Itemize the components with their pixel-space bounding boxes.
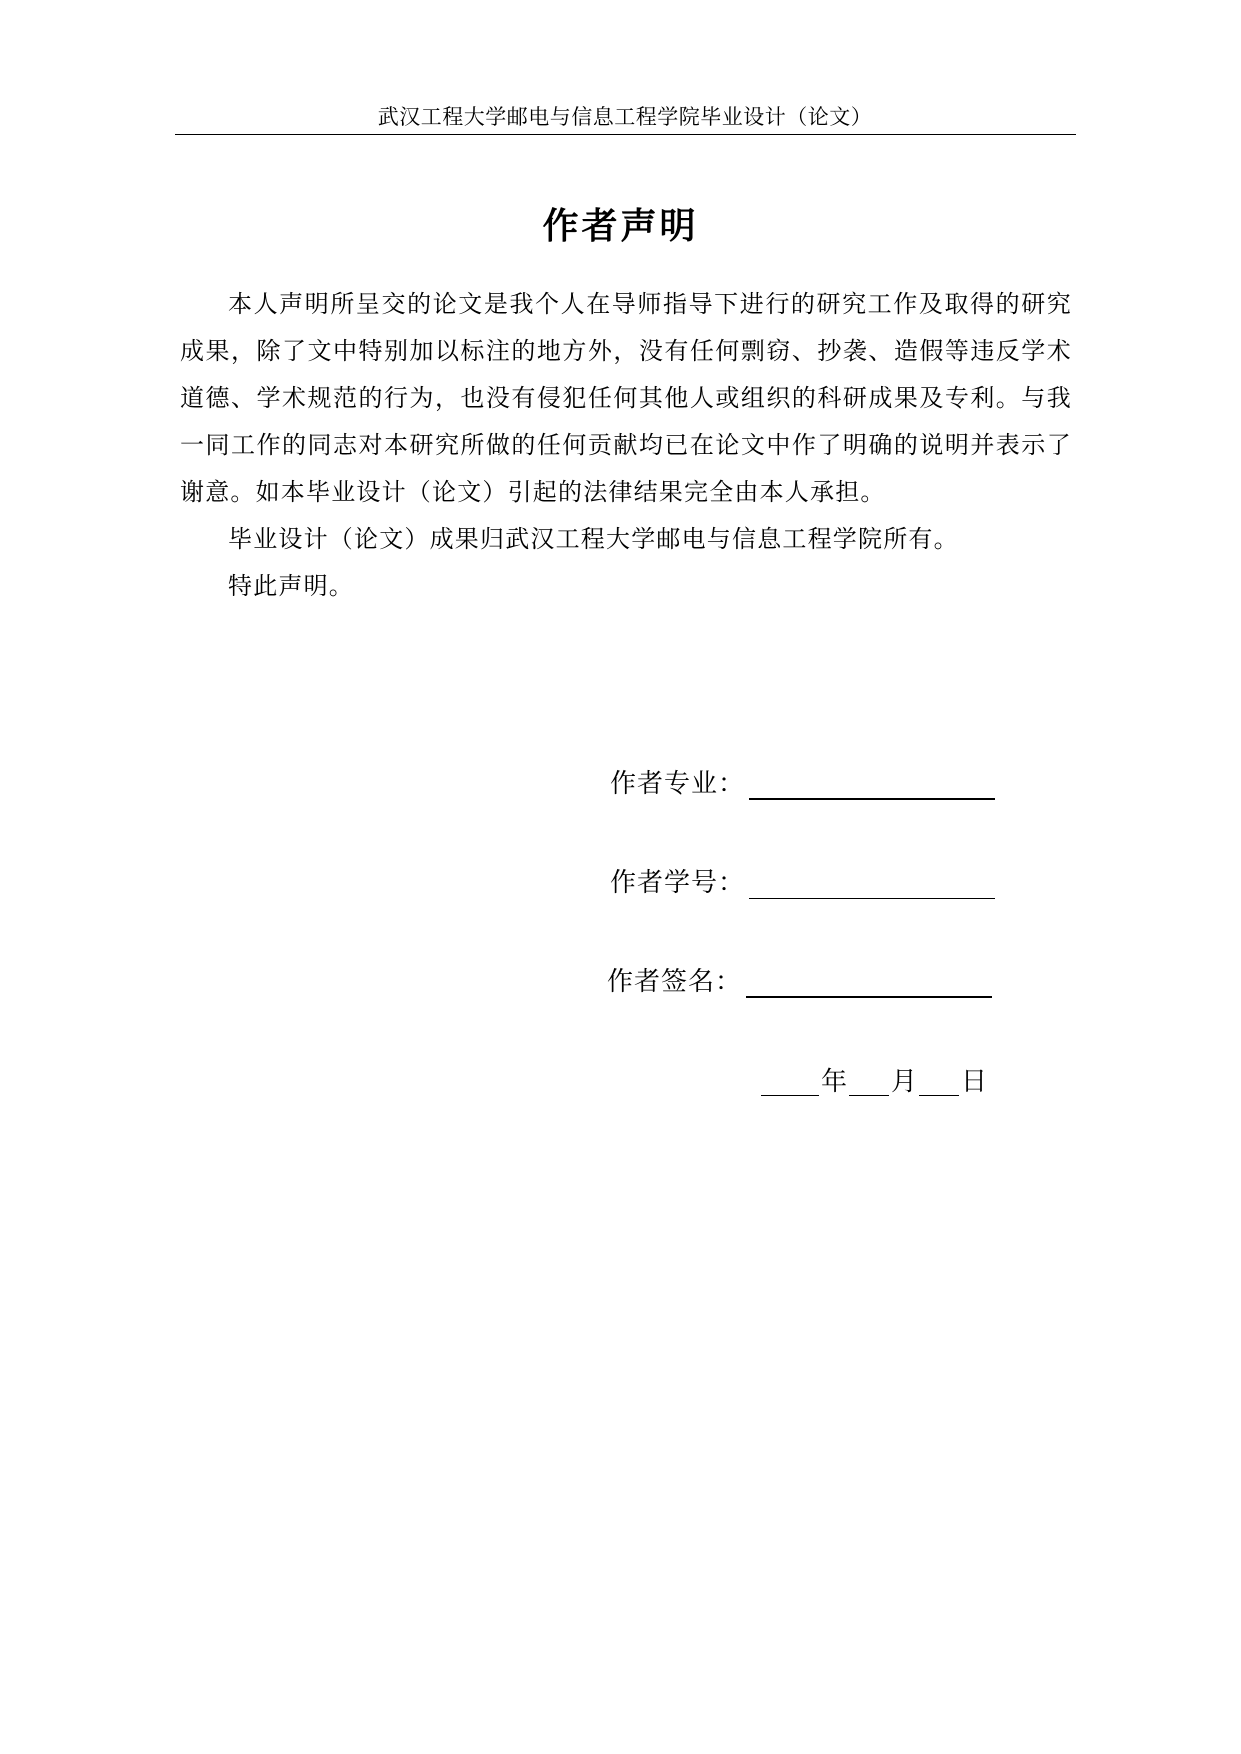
month-blank[interactable] bbox=[849, 1085, 889, 1096]
major-blank[interactable] bbox=[749, 788, 995, 800]
running-header: 武汉工程大学邮电与信息工程学院毕业设计（论文） bbox=[377, 105, 873, 129]
closing-paragraph: 特此声明。 bbox=[228, 572, 354, 600]
year-label: 年 bbox=[821, 1067, 848, 1097]
student-id-label: 作者学号： bbox=[610, 868, 746, 898]
year-blank[interactable] bbox=[761, 1085, 819, 1096]
signature-label: 作者签名： bbox=[607, 967, 743, 997]
major-field bbox=[610, 764, 995, 804]
ownership-paragraph: 毕业设计（论文）成果归武汉工程大学邮电与信息工程学院所有。 bbox=[228, 525, 959, 553]
date-field bbox=[761, 1062, 989, 1102]
student-id-field bbox=[610, 863, 995, 903]
student-id-blank[interactable] bbox=[749, 888, 995, 899]
page-title: 作者声明 bbox=[542, 206, 699, 247]
declaration-paragraph: 本人声明所呈交的论文是我个人在导师指导下进行的研究工作及取得的研究成果，除了文中特别加以标注的地方外，没有任何剽窃、抄袭、造假等违反学术道德、学术规范的行为，也没有侵犯任何其他人或组织的科研成果及专利。与我一同工作的同志对本研究所做的任何贡献均已在论文中作了明确的说明并表示了谢意。如本毕业设计（论文）引起的法律结果完全由本人承担。 bbox=[180, 290, 1072, 506]
signature-blank[interactable] bbox=[746, 986, 992, 998]
signature-field bbox=[607, 962, 992, 1002]
declaration-body bbox=[180, 281, 1072, 610]
header-divider bbox=[175, 134, 1076, 135]
major-label: 作者专业： bbox=[610, 769, 746, 799]
month-label: 月 bbox=[891, 1067, 918, 1097]
day-blank[interactable] bbox=[919, 1085, 959, 1096]
day-label: 日 bbox=[961, 1067, 988, 1097]
